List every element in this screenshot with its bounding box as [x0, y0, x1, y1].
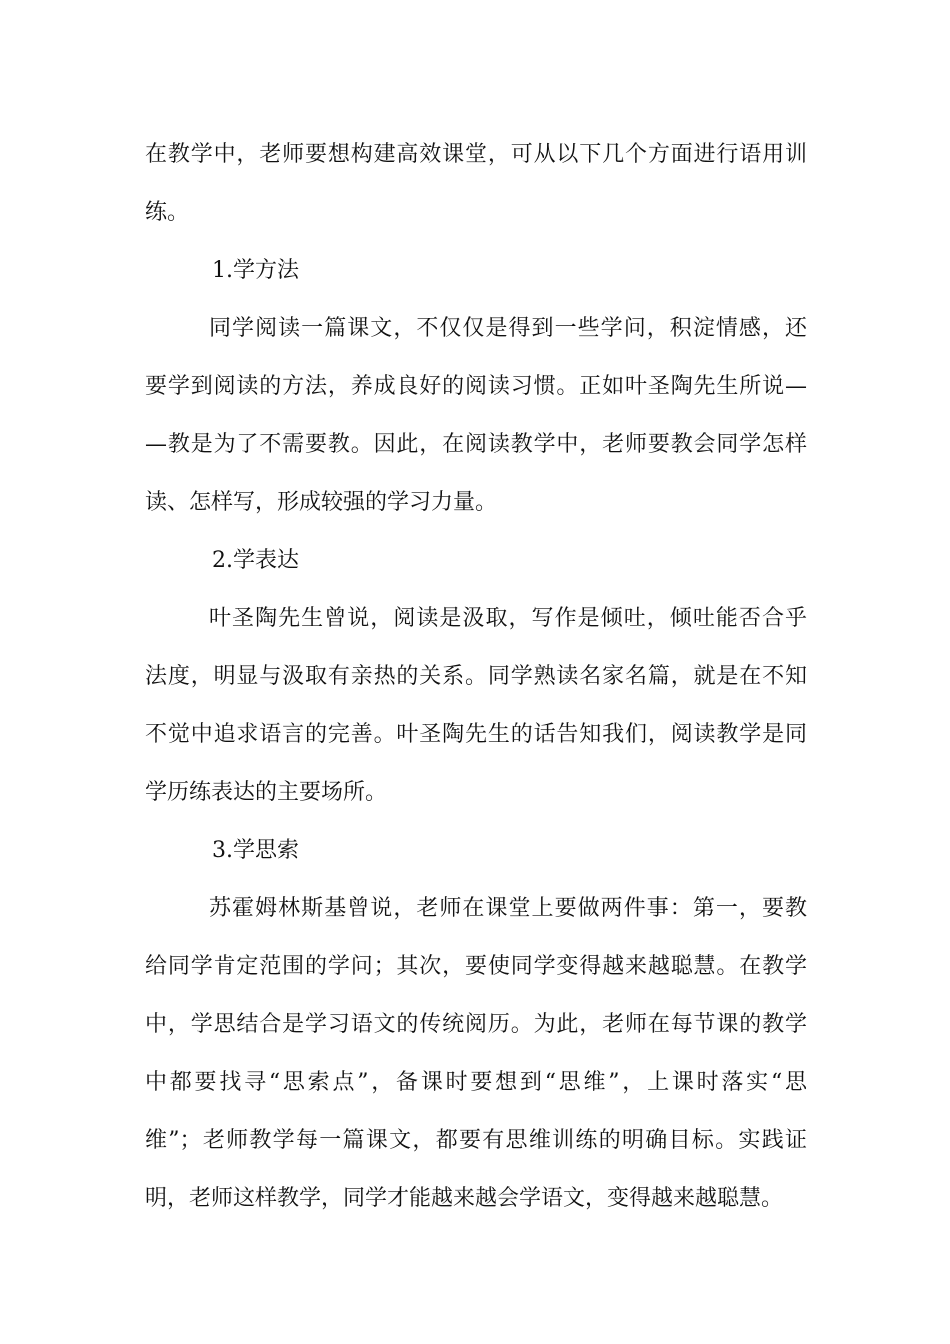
- expression-paragraph: [145, 590, 807, 822]
- method-paragraph: [145, 300, 807, 532]
- intro-paragraph: [145, 126, 807, 242]
- text-line: 同学阅读一篇课文，不仅仅是得到一些学问，积淀情感，还: [209, 316, 807, 341]
- text-line: 明，老师这样教学，同学才能越来越会学语文，变得越来越聪慧。: [145, 1186, 784, 1211]
- text-line: 不觉中追求语言的完善。叶圣陶先生的话告知我们，阅读教学是同: [145, 722, 807, 747]
- text-line: 给同学肯定范围的学问；其次，要使同学变得越来越聪慧。在教学: [145, 954, 807, 979]
- text-line: 中，学思结合是学习语文的传统阅历。为此，老师在每节课的教学: [145, 1012, 807, 1037]
- text-line: 学历练表达的主要场所。: [145, 780, 388, 805]
- text-line: —教是为了不需要教。因此，在阅读教学中，老师要教会同学怎样: [145, 432, 807, 457]
- text-line: 中都要找寻“思索点”，备课时要想到“思维”，上课时落实“思: [145, 1070, 807, 1095]
- section-heading-method: 1.学方法: [212, 258, 299, 283]
- section-heading-expression: 2.学表达: [212, 548, 299, 573]
- text-line: 叶圣陶先生曾说，阅读是汲取，写作是倾吐，倾吐能否合乎: [209, 606, 807, 631]
- text-line: 维”；老师教学每一篇课文，都要有思维训练的明确目标。实践证: [145, 1128, 807, 1153]
- text-line: 要学到阅读的方法，养成良好的阅读习惯。正如叶圣陶先生所说—: [145, 374, 807, 399]
- text-line: 法度，明显与汲取有亲热的关系。同学熟读名家名篇，就是在不知: [145, 664, 807, 689]
- section-heading-thinking: 3.学思索: [212, 838, 299, 863]
- document-body: [145, 126, 807, 1228]
- text-line: 在教学中，老师要想构建高效课堂，可从以下几个方面进行语用训: [145, 142, 807, 167]
- text-line: 练。: [145, 200, 190, 225]
- thinking-paragraph: [145, 880, 807, 1228]
- text-line: 读、怎样写，形成较强的学习力量。: [145, 490, 498, 515]
- text-line: 苏霍姆林斯基曾说，老师在课堂上要做两件事：第一，要教: [209, 896, 807, 921]
